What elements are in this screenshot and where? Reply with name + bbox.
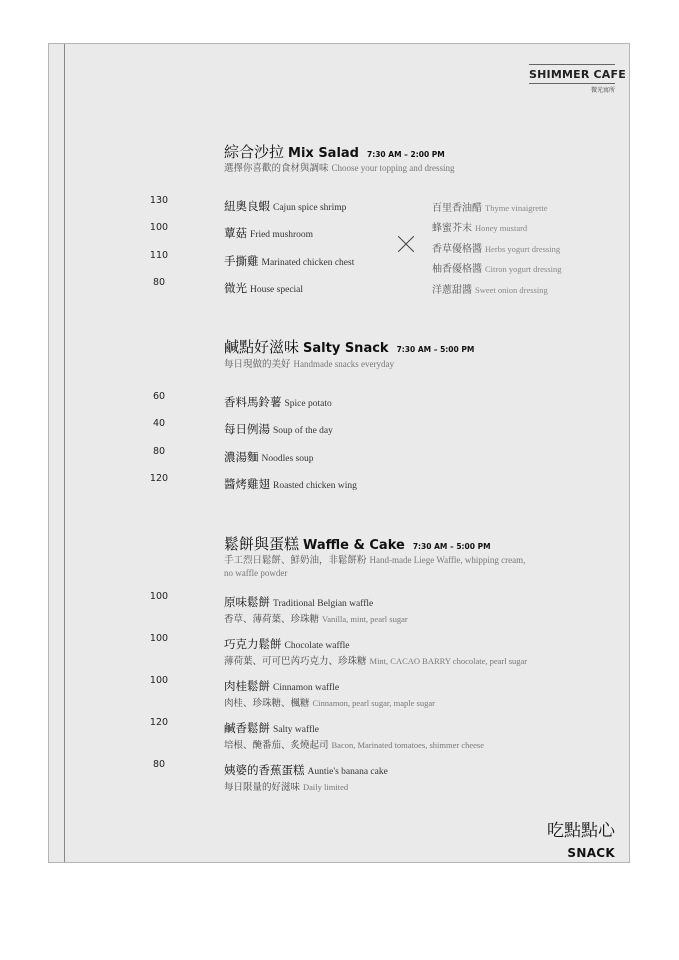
item-price: 80 — [152, 759, 166, 770]
item-name-en: Salty waffle — [273, 725, 319, 735]
brand-name: SHIMMER CAFE — [529, 68, 626, 81]
dressing-option — [432, 278, 548, 297]
section-time: 7:30 AM – 5:00 PM — [396, 345, 475, 354]
subtitle-en: Hand-made Liege Waffle, whipping cream, — [369, 555, 526, 565]
item-name-zh: 醬烤雞翅 — [224, 477, 270, 491]
item-name-zh: 蕈菇 — [224, 226, 247, 240]
item-name-zh: 每日例湯 — [224, 422, 270, 436]
item-name-en: Chocolate waffle — [284, 641, 350, 651]
section-title-zh: 鬆餅與蛋糕 — [224, 535, 300, 553]
item-name-zh: 香料馬鈴薯 — [224, 395, 282, 409]
item-desc-zh: 每日限量的好滋味 — [224, 782, 301, 793]
dressing-en: Herbs yogurt dressing — [485, 244, 561, 254]
item-price: 120 — [149, 473, 169, 484]
item-price: 130 — [149, 195, 169, 206]
item-desc-zh: 肉桂、珍珠糖、楓糖 — [224, 698, 310, 709]
dressing-en: Sweet onion dressing — [475, 285, 548, 295]
subtitle-zh: 選擇你喜歡的食材與調味 — [224, 163, 329, 174]
dressing-zh: 柚香優格醬 — [432, 264, 482, 275]
section-title-salty-snack — [224, 336, 474, 357]
logo-bottom-rule — [529, 83, 615, 84]
section-title-zh: 綜合沙拉 — [224, 143, 285, 161]
logo-top-rule — [529, 64, 615, 65]
item-name-zh: 巧克力鬆餅 — [224, 637, 282, 651]
menu-page — [48, 43, 630, 863]
item-name-zh: 微光 — [224, 281, 247, 295]
item-price: 80 — [152, 277, 166, 288]
subtitle-en: no waffle powder — [224, 568, 288, 578]
item-name-zh: 鹹香鬆餅 — [224, 721, 270, 735]
item-price: 100 — [149, 633, 169, 644]
section-title-waffle-cake — [224, 533, 491, 554]
footer-title-zh: 吃點點心 — [547, 821, 615, 841]
subtitle-zh: 每日現做的美好 — [224, 359, 291, 370]
subtitle-en: Handmade snacks everyday — [293, 359, 394, 369]
dressing-en: Honey mustard — [475, 223, 528, 233]
item-name-en: Noodles soup — [261, 454, 314, 464]
item-desc-en: Cinnamon, pearl sugar, maple sugar — [312, 698, 435, 708]
item-price: 100 — [149, 222, 169, 233]
subtitle-en: Choose your topping and dressing — [331, 163, 455, 173]
dressing-zh: 香草優格醬 — [432, 244, 482, 255]
section-title-en: Waffle & Cake — [303, 538, 405, 553]
item-name-en: Spice potato — [284, 399, 332, 409]
item-name-en: Cajun spice shrimp — [273, 203, 347, 213]
item-price: 120 — [149, 717, 169, 728]
item-desc-en: Bacon, Marinated tomatoes, shimmer cheese — [331, 740, 484, 750]
section-time: 7:30 AM – 5:00 PM — [412, 542, 491, 551]
item-desc-en: Daily limited — [303, 782, 349, 792]
section-subtitle-salty-snack — [224, 358, 394, 371]
section-time: 7:30 AM – 2:00 PM — [367, 150, 445, 159]
item-name-zh: 姨婆的香蕉蛋糕 — [224, 763, 305, 777]
item-name-en: Soup of the day — [273, 426, 333, 436]
item-name-en: House special — [250, 285, 304, 295]
dressing-zh: 蜂蜜芥末 — [432, 223, 472, 234]
section-subtitle-waffle-cake — [224, 554, 525, 567]
dressing-zh: 洋蔥甜醬 — [432, 285, 472, 296]
item-name-zh: 紐奧良蝦 — [224, 199, 270, 213]
dressing-en: Citron yogurt dressing — [485, 264, 562, 274]
item-name-en: Cinnamon waffle — [273, 683, 340, 693]
item-price: 40 — [152, 418, 166, 429]
item-desc-zh: 培根、醃番茄、炙燒起司 — [224, 740, 329, 751]
item-name-en: Fried mushroom — [250, 230, 314, 240]
section-subtitle-mix-salad — [224, 162, 455, 175]
item-desc-en: Mint, CACAO BARRY chocolate, pearl sugar — [369, 656, 528, 666]
item-name-zh: 原味鬆餅 — [224, 595, 270, 609]
item-price: 100 — [149, 675, 169, 686]
item-desc-zh: 香草、薄荷葉、珍珠糖 — [224, 614, 320, 625]
cross-icon — [398, 236, 414, 252]
brand-logo — [529, 64, 626, 94]
item-name-en: Auntie's banana cake — [307, 767, 388, 777]
footer-title-en: SNACK — [567, 846, 615, 860]
page-spine-line — [64, 44, 65, 862]
item-name-en: Roasted chicken wing — [273, 481, 357, 491]
section-subtitle-waffle-cake-line2 — [224, 567, 287, 580]
item-price: 110 — [149, 250, 169, 261]
item-name-en: Traditional Belgian waffle — [273, 599, 374, 609]
item-name-zh: 肉桂鬆餅 — [224, 679, 270, 693]
section-title-zh: 鹹點好滋味 — [224, 338, 300, 356]
item-desc-zh: 薄荷葉、可可巴芮巧克力、珍珠糖 — [224, 656, 367, 667]
item-name-en: Marinated chicken chest — [261, 258, 355, 268]
dressing-option — [432, 257, 562, 276]
dressing-en: Thyme vinaigrette — [485, 203, 548, 213]
brand-subname: 微光寓所 — [590, 87, 615, 94]
item-desc-en: Vanilla, mint, pearl sugar — [322, 614, 408, 624]
dressing-option — [432, 216, 527, 235]
item-price: 60 — [152, 391, 166, 402]
dressing-option — [432, 196, 548, 215]
dressing-option — [432, 237, 560, 256]
dressing-zh: 百里香油醋 — [432, 203, 482, 214]
item-price: 80 — [152, 446, 166, 457]
item-name-zh: 手撕雞 — [224, 254, 259, 268]
section-title-en: Mix Salad — [288, 146, 359, 161]
item-price: 100 — [149, 591, 169, 602]
section-title-en: Salty Snack — [303, 341, 389, 356]
section-title-mix-salad — [224, 141, 445, 162]
subtitle-zh: 手工烈日鬆餅、鮮奶油，非鬆餅粉 — [224, 555, 367, 566]
item-name-zh: 濃湯麵 — [224, 450, 259, 464]
